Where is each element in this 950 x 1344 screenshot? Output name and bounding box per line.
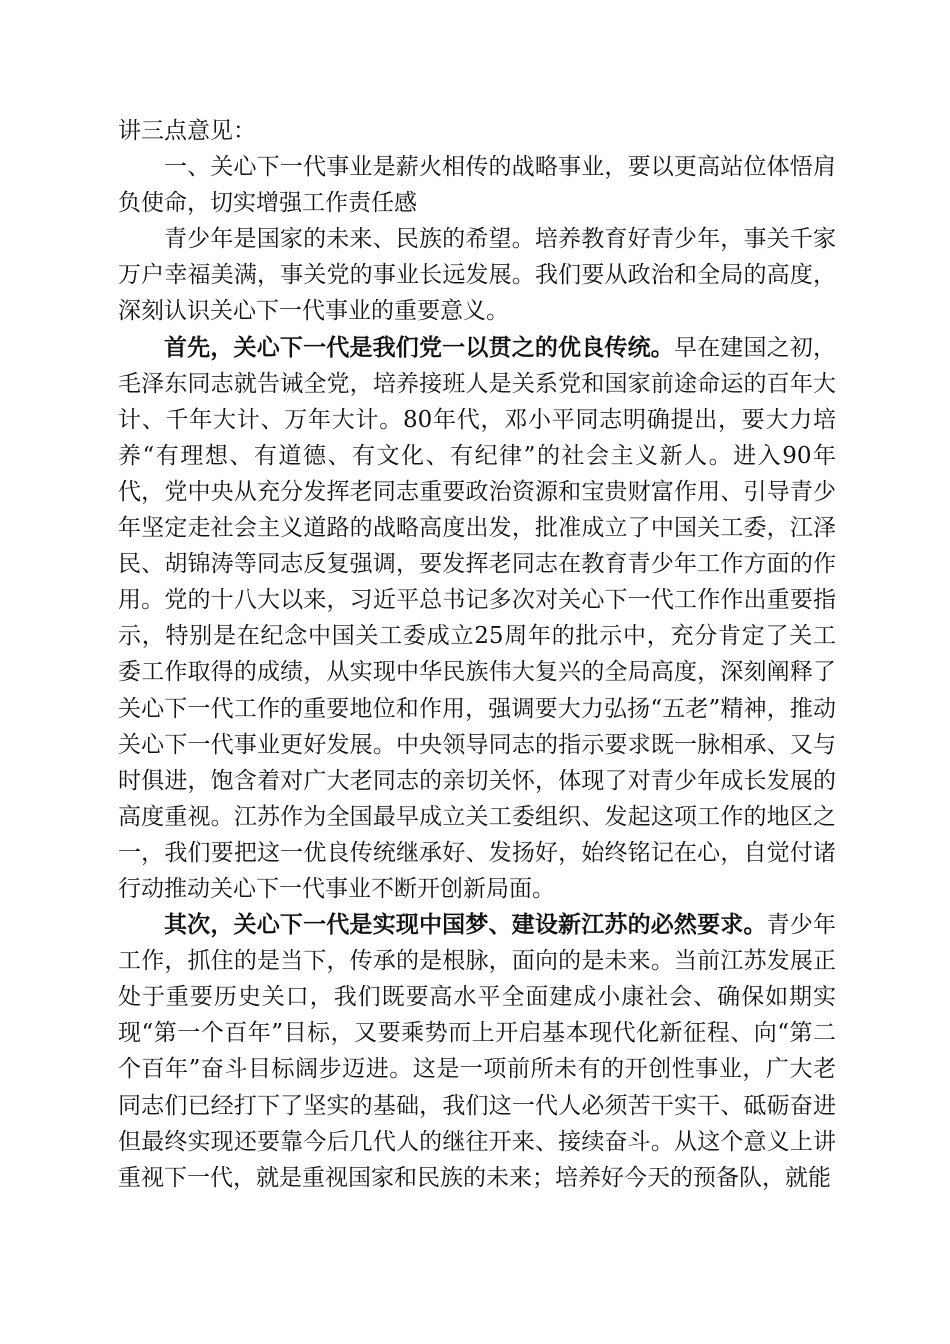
- paragraph-youth-future: [118, 221, 836, 329]
- paragraph-text: 青少年工作，抓住的是当下，传承的是根脉，面向的是未来。当前江苏发展正处于重要历史关口，我们既要高水平全面建成小康社会、确保如期实现“第一个百年”目标，又要乘势而上开启基本现代化新征程、向“第二个百年”奋斗目标阔步迈进。这是一项前所未有的开创性事业，广大老同志们已经打下了坚实的基础，我们这一代人必须苦干实干、砥砺奋进但最终实现还要靠今后几代人的继往开来、接续奋斗。从这个意义上讲重视下一代，就是重视国家和民族的未来；培养好今天的预备队，就能: [118, 912, 837, 1191]
- document-page: [118, 113, 836, 1196]
- paragraph-text: 青少年是国家的未来、民族的希望。培养教育好青少年，事关千家万户幸福美满，事关党的事业长远发展。我们要从政治和全局的高度，深刻认识关心下一代事业的重要意义。: [118, 226, 836, 325]
- paragraph-text: 早在建国之初，毛泽东同志就告诫全党，培养接班人是关系党和国家前途命运的百年大计、千年大计、万年大计。80年代，邓小平同志明确提出，要大力培养“有理想、有道德、有文化、有纪律”的社会主义新人。进入90年代，党中央从充分发挥老同志重要政治资源和宝贵财富作用、引导青少年坚定走社会主义道路的战略高度出发，批准成立了中国关工委，江泽民、胡锦涛等同志反复强调，要发挥老同志在教育青少年工作方面的作用。党的十八大以来，习近平总书记多次对关心下一代工作作出重要指示，特别是在纪念中国关工委成立25周年的批示中，充分肯定了关工委工作取得的成绩，从实现中华民族伟大复兴的全局高度，深刻阐释了关心下一代工作的重要地位和作用，强调要大力弘扬“五老”精神，推动关心下一代事业更好发展。中央领导同志的指示要求既一脉相承、又与时俱进，饱含着对广大老同志的亲切关怀，体现了对青少年成长发展的高度重视。江苏作为全国最早成立关工委组织、发起这项工作的地区之一，我们要把这一优良传统继承好、发扬好，始终铭记在心，自觉付诸行动推动关心下一代事业不断开创新局面。: [118, 334, 837, 902]
- paragraph-first-point: [118, 330, 836, 908]
- paragraph-lead-bold: 首先，关心下一代是我们党一以贯之的优良传统。: [164, 333, 674, 361]
- opening-line: 讲三点意见：: [118, 118, 256, 144]
- section-heading: 一、关心下一代事业是薪火相传的战略事业，要以更高站位体悟肩负使命，切实增强工作责任感: [118, 154, 836, 217]
- paragraph-second-point: [118, 907, 836, 1196]
- paragraph-lead-bold: 其次，关心下一代是实现中国梦、建设新江苏的必然要求。: [164, 911, 767, 939]
